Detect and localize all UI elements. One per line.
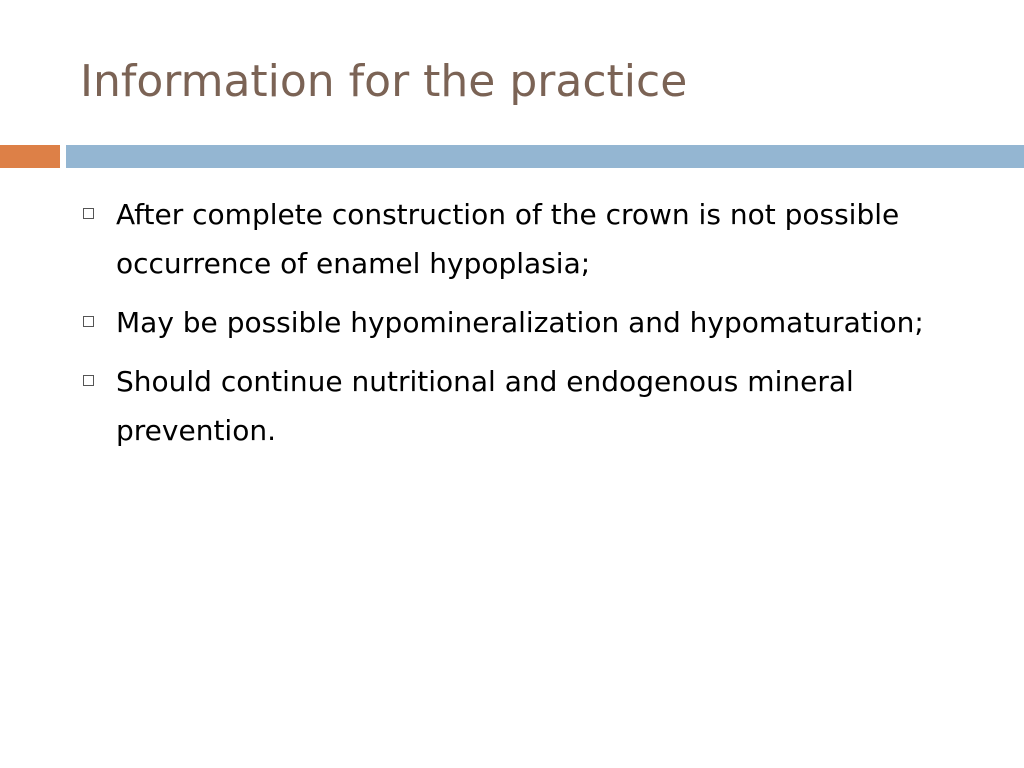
bullet-text: After complete construction of the crown is not possible occurrence of enamel hypoplasia;: [116, 198, 900, 280]
accent-bar-right: [66, 145, 1024, 168]
bullet-text: Should continue nutritional and endogenous mineral prevention.: [116, 365, 854, 447]
accent-bar-left: [0, 145, 60, 168]
slide-title: Information for the practice: [80, 56, 688, 107]
bullet-item: [80, 357, 980, 455]
hollow-square-bullet-icon: [83, 316, 94, 327]
bullet-item: [80, 190, 980, 288]
bullet-item: [80, 298, 980, 347]
bullet-text: May be possible hypomineralization and hypomaturation;: [116, 306, 924, 339]
bullet-list: [80, 190, 980, 465]
hollow-square-bullet-icon: [83, 208, 94, 219]
hollow-square-bullet-icon: [83, 375, 94, 386]
